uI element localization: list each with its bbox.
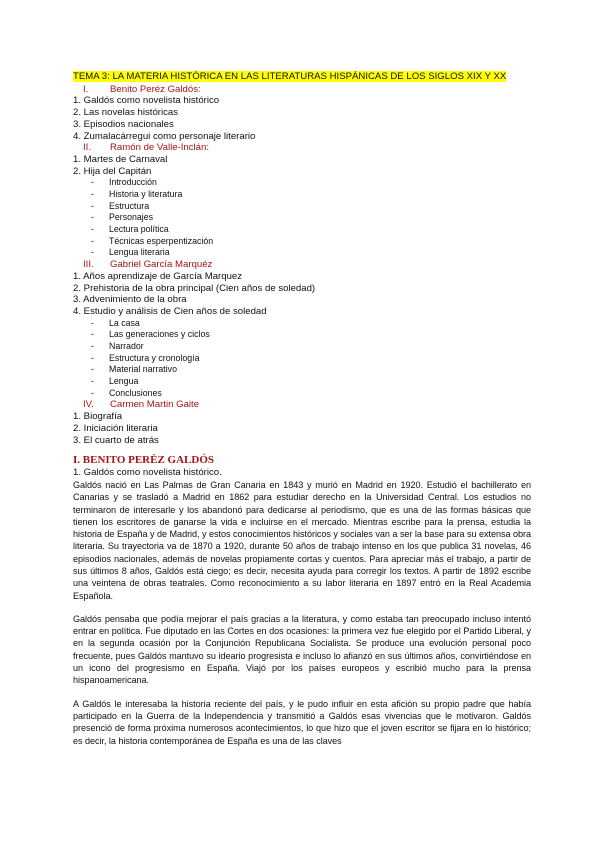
outline-subitem [73,212,531,224]
bullet-dash: - [91,177,94,188]
outline-subitem [73,201,531,213]
paragraph-gap [73,687,531,698]
section-name: Benito Peréz Galdós: [110,83,201,95]
outline-item: 3. Advenimiento de la obra [73,294,187,306]
outline-subitem [73,177,531,189]
outline-item: 1. Galdós como novelista histórico [73,95,220,107]
subitem-label: Personajes [109,212,154,223]
outline-subitem [73,236,531,248]
section-name: Gabriel García Marquéz [110,259,213,271]
paragraph-gap [73,602,531,613]
outline-item: 1. Años aprendizaje de García Marquez [73,270,243,282]
paragraph: Galdós pensaba que podía mejorar el país gracias a la literatura, y como estaba tan preocupado incluso intentó entrar en política. Fue diputado en las Cortes en dos ocasiones: la primera vez fue elegido por el Partido Liberal, y en la segunda ocasión por la Conjunción Republicana Socialista. Se produce una evolución personal poco frecuente, pues Galdós mantuvo su ideario progresista e incluso lo afianzó en sus últimos años, convirtiéndose en un icono del progresismo en España. Viajó por los países europeos y escribió mucho para la prensa hispanoamericana. [73,613,531,686]
subitem-label: Historia y literatura [109,188,183,199]
outline-item: 3. El cuarto de atrás [73,434,159,446]
bullet-dash: - [91,317,94,328]
subitem-label: Las generaciones y ciclos [109,329,210,340]
outline-item: 4. Estudio y análisis de Cien años de soledad [73,305,267,317]
outline-subitem [73,364,531,376]
section-number: III. [83,259,94,271]
subitem-label: Lengua [109,376,139,387]
section-subheading: 1. Galdós como novelista histórico. [73,467,222,479]
outline-subitem [73,376,531,388]
section-name: Carmen Martin Gaite [110,399,200,411]
section-number: II. [83,142,91,154]
outline-subitem [73,388,531,400]
page-content [73,71,531,747]
bullet-dash: - [91,200,94,211]
bullet-dash: - [91,188,94,199]
subitem-label: Técnicas esperpentización [109,235,214,246]
outline-item: 2. Las novelas históricas [73,107,179,119]
paragraph: Galdós nació en Las Palmas de Gran Canaria en 1843 y murió en Madrid en 1920. Estudió el bachillerato en Canarias y se trasladó a Madrid en 1862 para estudiar derecho en la Universidad Central. Los estudios no terminaron de interesarle y los abandonó para dedicarse al periodismo, que es una de las formas básicas que tienen los escritores de ganarse la vida e incluirse en el mercado. Mientras escribe para la prensa, estudia la historia de España y de Madrid, y estos conocimientos históricos y sociales van a ser la base para su extensa obra literaria. Su trayectoria va de 1870 a 1920, durante 50 años de trabajo intenso en los que publica 31 novelas, 46 episodios nacionales, además de novelas propiamente cortas y cuentos. Para apreciar más el trabajo, a partir de sus últimos 8 años, Galdós está ciego; es decir, necesita ayuda para corregir los textos. A partir de 1892 escribe una veintena de obras teatrales. Como reconocimiento a su labor literaria en 1897 entró en la Real Academia Española. [73,479,531,601]
bullet-dash: - [91,247,94,258]
section-heading: I. BENITO PERÉZ GALDÓS [73,454,215,467]
outline-subitem [73,318,531,330]
paragraph: A Galdós le interesaba la historia reciente del país, y le pudo influir en esta afición su propio padre que había participado en la Guerra de la Independencia y transmitió a Galdós esas vivencias que le motivaron. Galdós presenció de forma próxima numerosos acontecimientos, lo que hizo que el joven escritor se fijara en lo histórico; es decir, la historia contemporánea de España es una de las claves [73,698,531,746]
outline-item: 1. Martes de Carnaval [73,153,168,165]
outline-subitem [73,329,531,341]
subitem-label: Lectura política [109,224,169,235]
section-name: Ramón de Valle-Inclán: [110,142,210,154]
subitem-label: Material narrativo [109,364,177,375]
outline-subitem [73,189,531,201]
bullet-dash: - [91,387,94,398]
subitem-label: Introducción [109,177,157,188]
outline-section-heading [73,399,531,411]
section-number: I. [83,83,89,95]
section-number: IV. [83,399,94,411]
outline-subitem [73,341,531,353]
outline-section-heading [73,259,531,271]
outline-item: 1. Biografía [73,411,123,423]
subitem-label: La casa [109,317,140,328]
outline-item: 2. Prehistoria de la obra principal (Cien años de soledad) [73,282,316,294]
bullet-dash: - [91,212,94,223]
title-block [73,71,531,83]
outline-section-heading [73,84,531,96]
subitem-label: Conclusiones [109,387,162,398]
bullet-dash: - [91,224,94,235]
outline-subitem [73,353,531,365]
bullet-dash: - [91,340,94,351]
bullet-dash: - [91,329,94,340]
outline-subitem [73,224,531,236]
body-text [73,479,531,747]
outline-section-heading [73,142,531,154]
subitem-label: Estructura y cronología [109,352,200,363]
bullet-dash: - [91,376,94,387]
bullet-dash: - [91,364,94,375]
outline-subitem [73,247,531,259]
outline-item: 2. Hija del Capitán [73,165,152,177]
subitem-label: Estructura [109,200,150,211]
bullet-dash: - [91,352,94,363]
outline-item: 3. Episodios nacionales [73,118,174,130]
outline-item: 4. Zumalacárregui como personaje literario [73,130,256,142]
subitem-label: Lengua literaria [109,247,170,258]
outline-item: 2. Iniciación literaria [73,422,158,434]
outline [73,84,531,447]
document-title: TEMA 3: LA MATERIA HISTÓRICA EN LAS LITERATURAS HISPÁNICAS DE LOS SIGLOS XIX Y XX [73,71,507,82]
bullet-dash: - [91,235,94,246]
subitem-label: Narrador [109,340,144,351]
